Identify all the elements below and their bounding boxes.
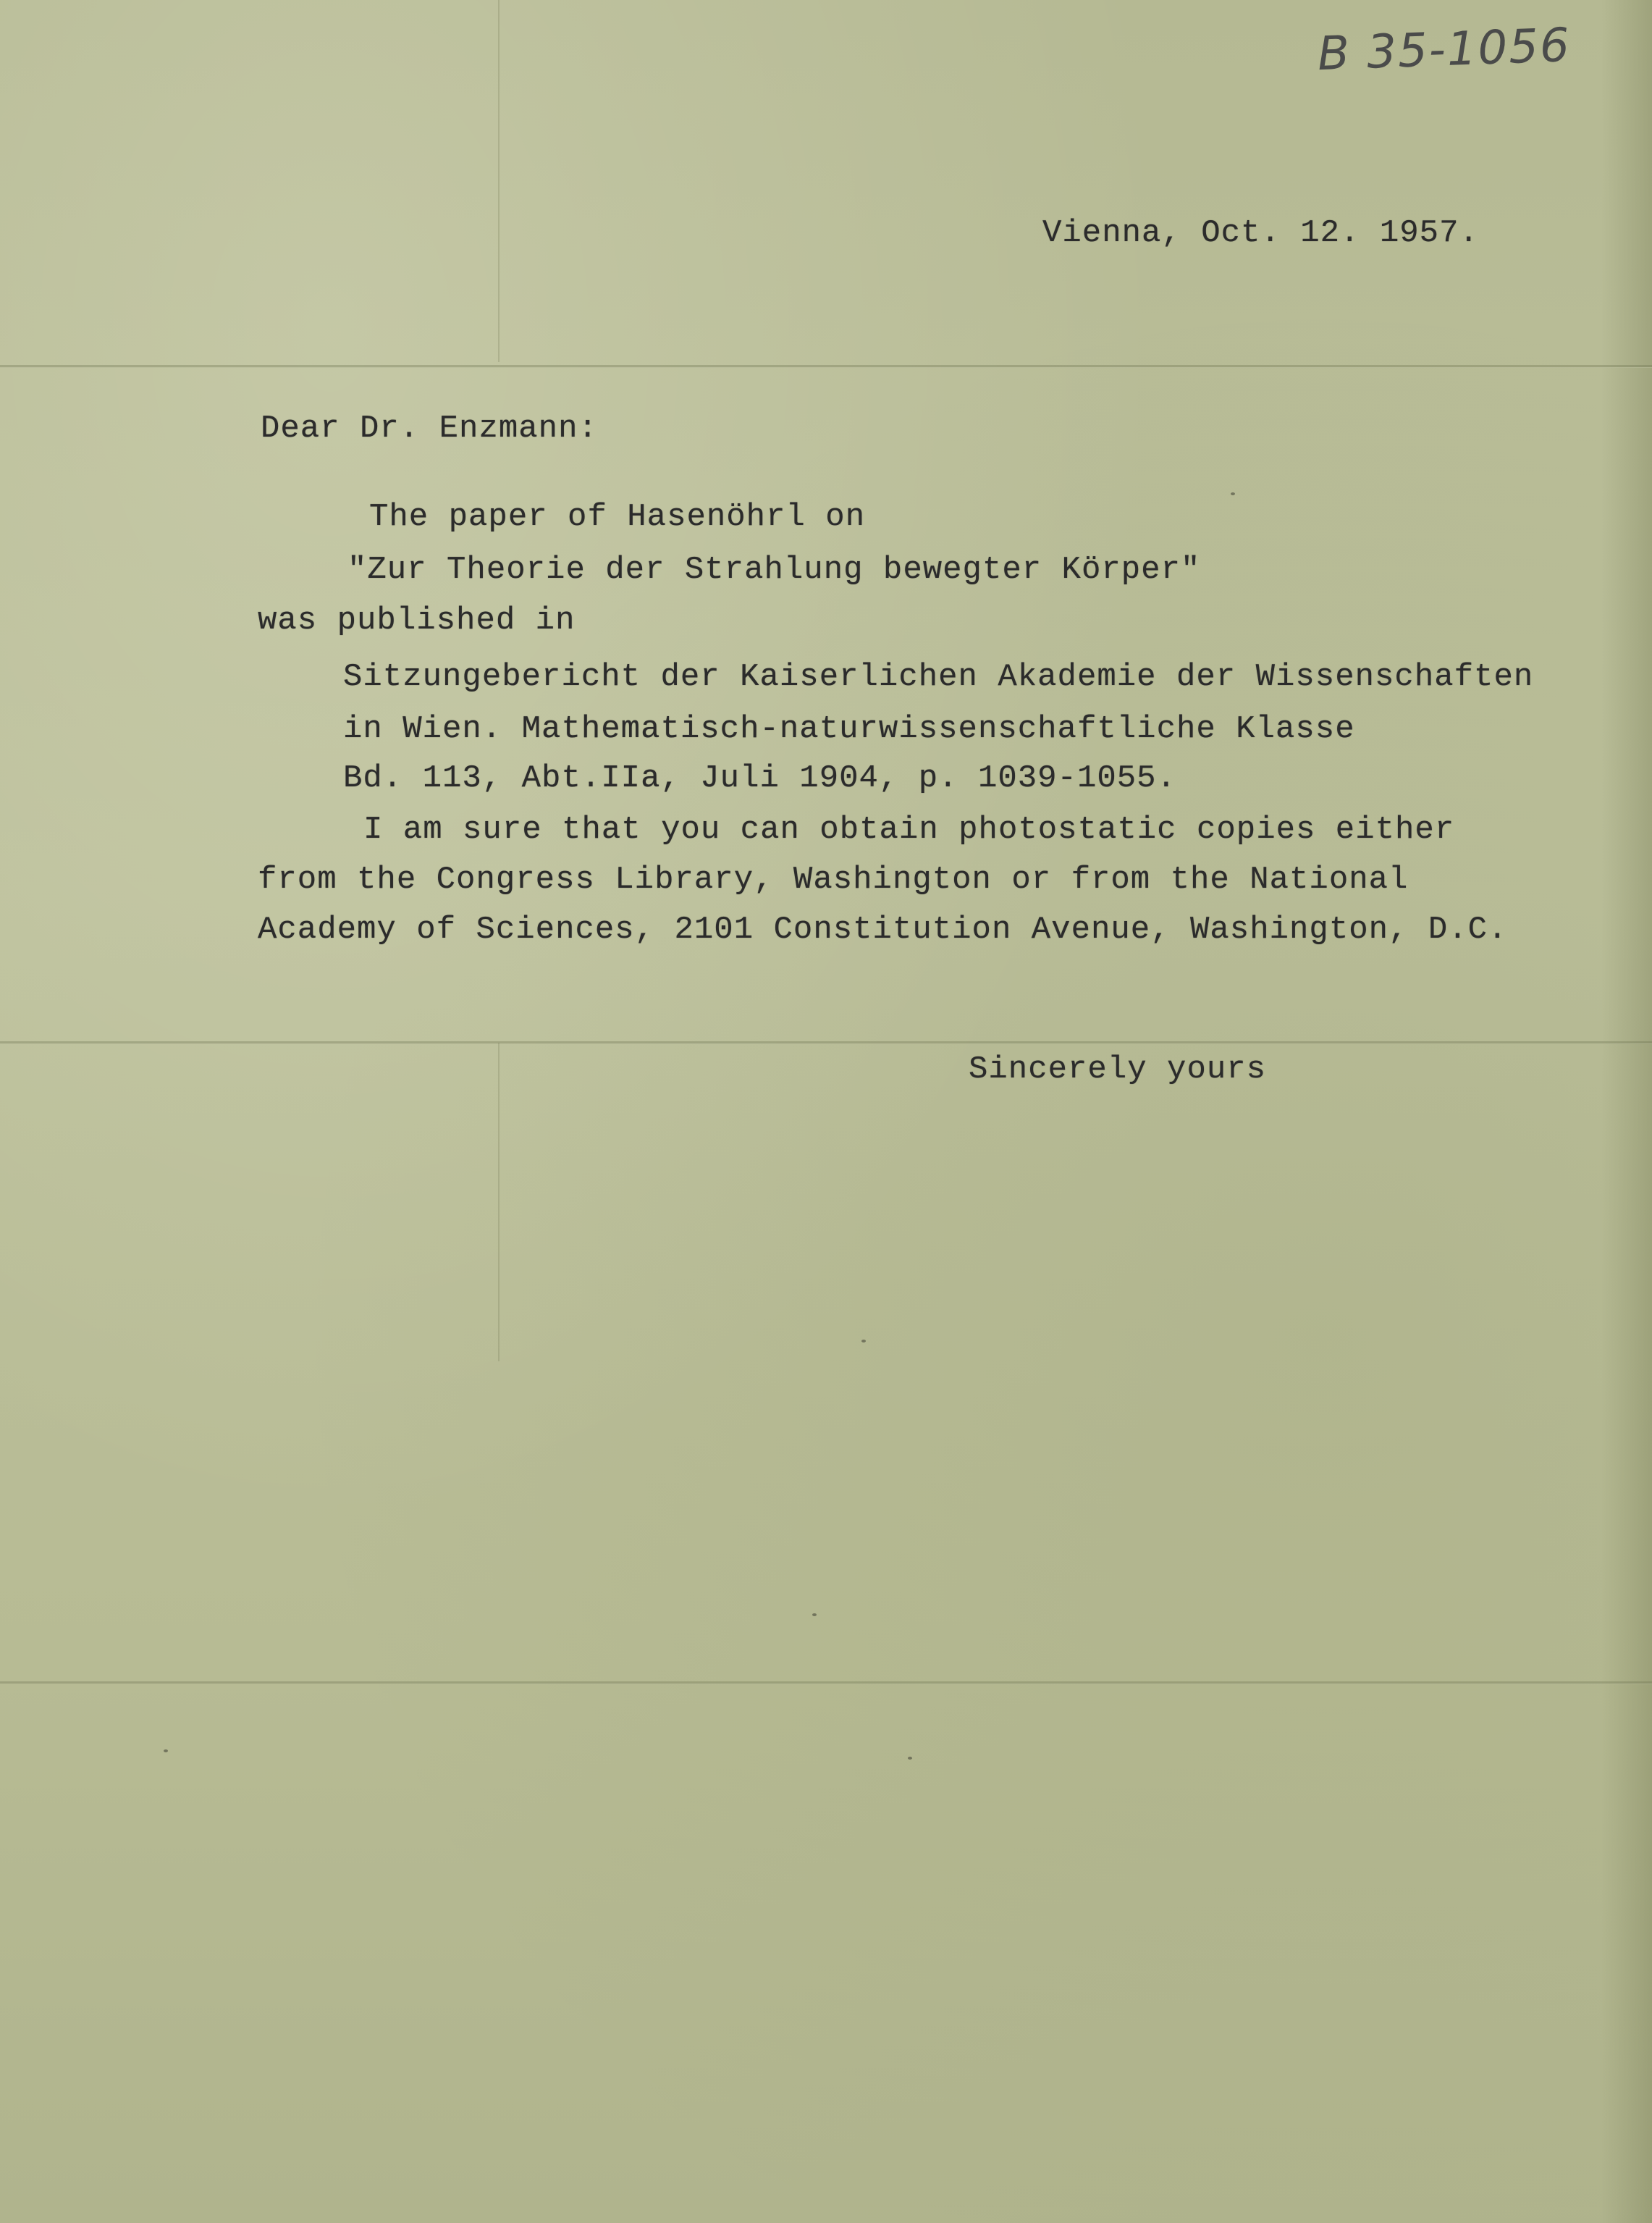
paper-speck <box>164 1749 168 1752</box>
closing: Sincerely yours <box>969 1051 1267 1088</box>
fold-line-top <box>0 365 1652 368</box>
body-line: Bd. 113, Abt.IIa, Juli 1904, p. 1039-1055. <box>343 760 1176 797</box>
paper-speck <box>908 1757 912 1760</box>
paper-speck <box>1231 492 1235 495</box>
body-line: Sitzungebericht der Kaiserlichen Akademie der Wissenschaften <box>343 659 1534 695</box>
vertical-crease-lower <box>498 1043 500 1361</box>
archive-reference: B 35-1056 <box>1316 18 1572 82</box>
body-line: in Wien. Mathematisch-naturwissenschaftliche Klasse <box>343 711 1355 747</box>
place-date: Vienna, Oct. 12. 1957. <box>1042 215 1479 251</box>
vertical-crease-upper <box>498 0 500 362</box>
paper-edge-shadow <box>1601 0 1652 2223</box>
fold-line-bottom <box>0 1681 1652 1684</box>
body-line: from the Congress Library, Washington or from the National <box>258 862 1409 898</box>
body-line: Academy of Sciences, 2101 Constitution Avenue, Washington, D.C. <box>258 912 1508 948</box>
body-line: I am sure that you can obtain photostatic copies either <box>363 812 1455 848</box>
fold-line-middle <box>0 1041 1652 1044</box>
paper-speck <box>812 1613 817 1616</box>
paper-speck <box>861 1340 866 1342</box>
body-line: The paper of Hasenöhrl on <box>369 499 866 535</box>
salutation: Dear Dr. Enzmann: <box>261 411 598 447</box>
body-line: "Zur Theorie der Strahlung bewegter Körper" <box>347 552 1201 588</box>
body-line: was published in <box>258 602 576 639</box>
